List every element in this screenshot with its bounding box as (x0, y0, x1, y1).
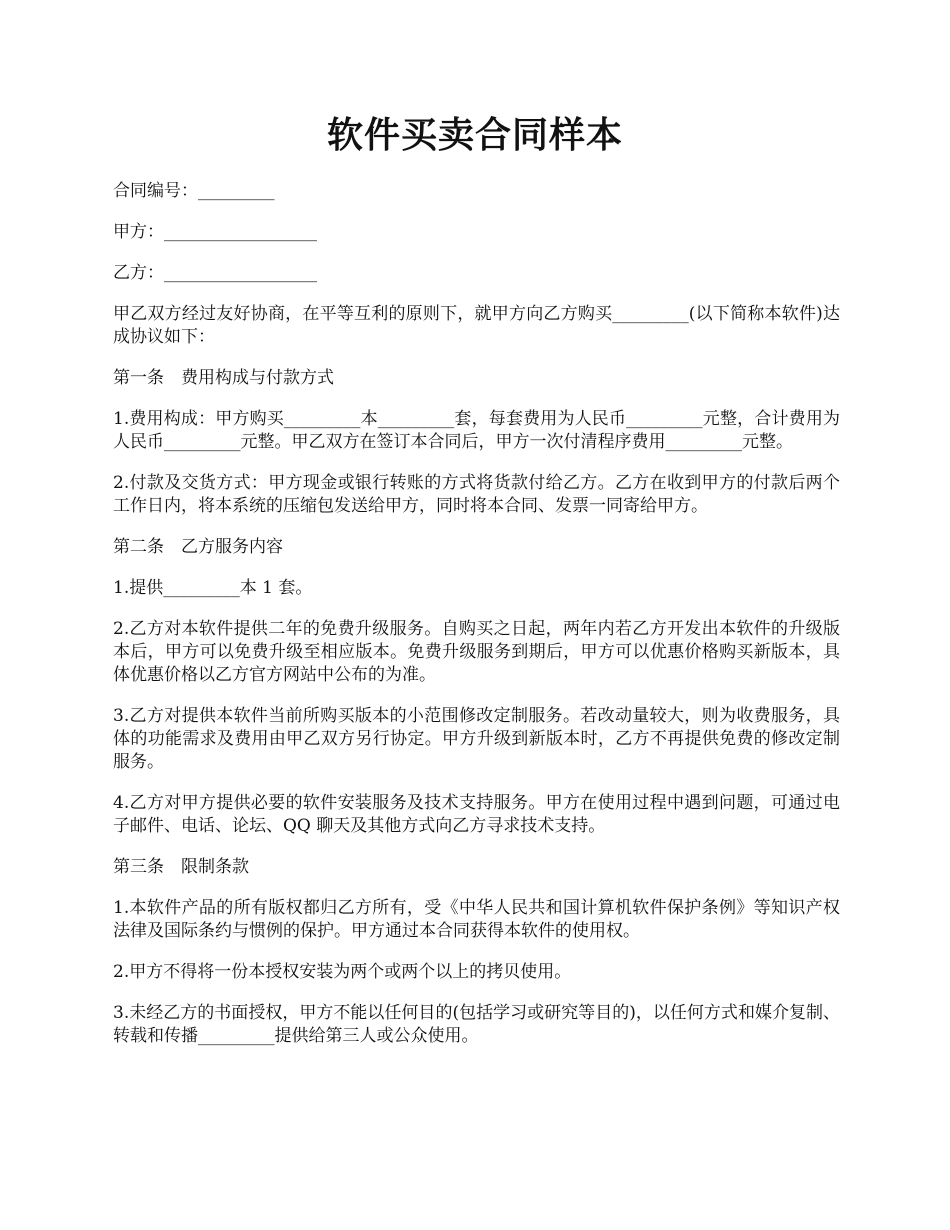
article-2-heading: 第二条 乙方服务内容 (113, 537, 283, 557)
article-3-clause-1: 1.本软件产品的所有版权都归乙方所有，受《中华人民共和国计算机软件保护条例》等知识产权法律及国际条约与惯例的保护。甲方通过本合同获得本软件的使用权。 (113, 898, 840, 941)
article-2-clause-1: 1.提供_________本 1 套。 (113, 578, 313, 598)
article-1-clause-2: 2.付款及交货方式：甲方现金或银行转账的方式将货款付给乙方。乙方在收到甲方的付款后两个工作日内，将本系统的压缩包发送给甲方，同时将本合同、发票一同寄给甲方。 (113, 473, 840, 516)
document-body (113, 180, 840, 1066)
article-1-heading: 第一条 费用构成与付款方式 (113, 368, 334, 388)
contract-number-line: 合同编号：_________ (113, 181, 275, 201)
article-2-clause-3: 3.乙方对提供本软件当前所购买版本的小范围修改定制服务。若改动量较大，则为收费服务，具体的功能需求及费用由甲乙双方另行协定。甲方升级到新版本时，乙方不再提供免费的修改定制服务。 (113, 706, 840, 772)
article-1-clause-1: 1.费用构成：甲方购买_________本_________套，每套费用为人民币_________元整，合计费用为人民币_________元整。甲乙双方在签订本合同后，甲方一次付清程序费用_________元整。 (113, 409, 840, 452)
party-a-line: 甲方：__________________ (113, 222, 317, 242)
article-2-clause-4: 4.乙方对甲方提供必要的软件安装服务及技术支持服务。甲方在使用过程中遇到问题，可通过电子邮件、电话、论坛、QQ 聊天及其他方式向乙方寻求技术支持。 (113, 793, 840, 836)
party-b-line: 乙方：__________________ (113, 263, 317, 283)
preamble-paragraph: 甲乙双方经过友好协商，在平等互利的原则下，就甲方向乙方购买_________(以下简称本软件)达成协议如下： (113, 304, 840, 347)
article-2-clause-2: 2.乙方对本软件提供二年的免费升级服务。自购买之日起，两年内若乙方开发出本软件的升级版本后，甲方可以免费升级至相应版本。免费升级服务到期后，甲方可以优惠价格购买新版本，具体优惠价格以乙方官方网站中公布的为准。 (113, 619, 840, 685)
article-3-heading: 第三条 限制条款 (113, 857, 249, 877)
article-3-clause-2: 2.甲方不得将一份本授权安装为两个或两个以上的拷贝使用。 (113, 962, 572, 982)
document-title: 软件买卖合同样本 (326, 114, 623, 156)
article-3-clause-3: 3.未经乙方的书面授权，甲方不能以任何目的(包括学习或研究等目的)，以任何方式和媒介复制、转载和传播_________提供给第三人或公众使用。 (113, 1003, 840, 1046)
